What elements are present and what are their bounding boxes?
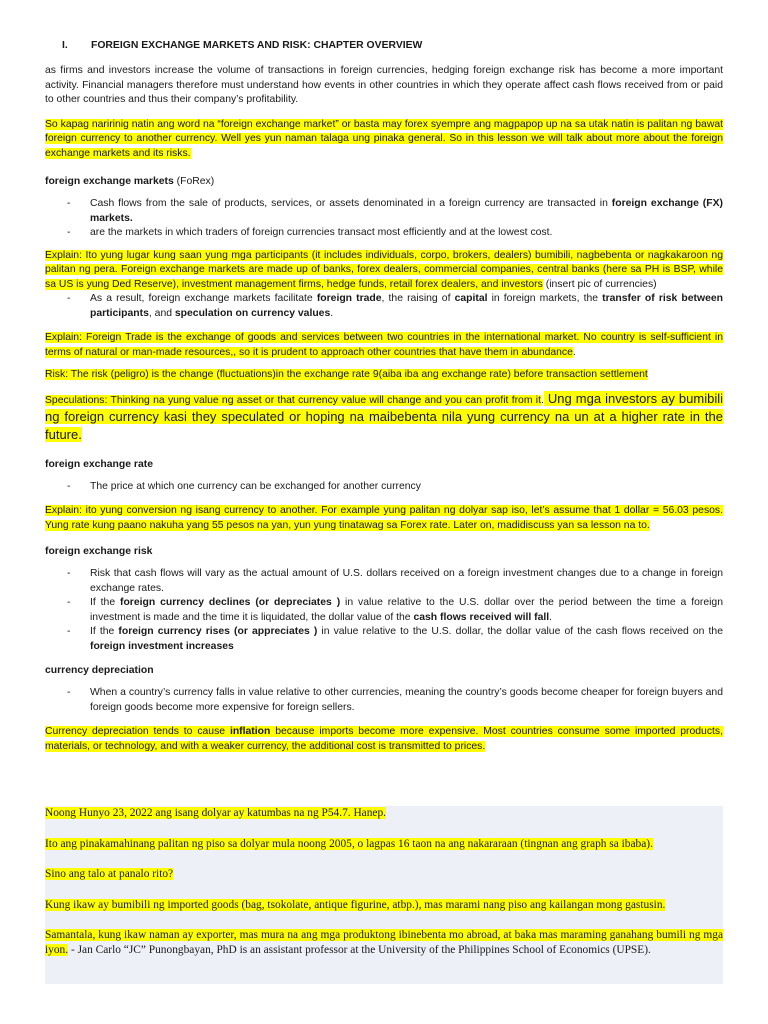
forex-bullet1-bold: foreign exchange (FX) markets. bbox=[90, 198, 723, 224]
depreciation-section bbox=[45, 664, 723, 754]
article-paragraph bbox=[45, 898, 723, 913]
text-run: in foreign markets, the bbox=[487, 293, 603, 304]
depreciation-bullets bbox=[45, 686, 723, 715]
forex-bullets bbox=[45, 197, 723, 241]
text-run: , the raising of bbox=[381, 293, 455, 304]
forex-explain-highlight: Explain: Ito yung lugar kung saan yung mga participants (it includes individuals, corpo, brokers, dealers) bumibili, nagbebenta or nagkakaroon ng palitan ng pera. Foreign exchange markets are made up of banks, forex dealers, commercial companies, central banks (here sa PH is BSP, while sa US is yung Ded Reserve), investment management firms, hedge funds, retail forex dealers, and investors bbox=[45, 249, 723, 290]
text-run: If the bbox=[90, 597, 120, 608]
chapter-heading bbox=[45, 40, 723, 51]
list-item bbox=[45, 625, 723, 654]
text-run: . bbox=[549, 611, 553, 623]
list-item: - are the markets in which traders of foreign currencies transact most efficiently and at the lowest cost. bbox=[45, 226, 723, 241]
article-text: Noong Hunyo 23, 2022 ang isang dolyar ay katumbas na ng P54.7. Hanep. bbox=[45, 807, 387, 819]
list-item bbox=[45, 197, 723, 226]
text-run: inflation bbox=[229, 726, 271, 737]
trade-explain-paragraph bbox=[45, 331, 723, 360]
text-run: , and bbox=[148, 307, 175, 319]
list-item: - When a country’s currency falls in value relative to other currencies, meaning the country’s goods become cheaper for foreign buyers and foreign goods become more expensive for foreign sellers. bbox=[45, 686, 723, 715]
text-run: capital bbox=[454, 293, 488, 304]
forex-bullet1-text: Cash flows from the sale of products, services, or assets denominated in a foreign currency are transacted in bbox=[90, 198, 612, 209]
intro-explain-text: So kapag naririnig natin ang word na “foreign exchange market” or basta may forex syempre ang magpapop up na sa utak natin is palitan ng bawat foreign currency to another currency. Well yes yun naman talaga ung pinaka general. So in this lesson we will talk about more about the foreign exchange markets and its risks. bbox=[45, 118, 723, 159]
forex-title-text: foreign exchange markets bbox=[45, 176, 174, 187]
forex-explain-paragraph bbox=[45, 249, 723, 293]
speculation-paragraph bbox=[45, 391, 723, 445]
forex-title bbox=[45, 175, 723, 189]
text-run: foreign trade bbox=[316, 293, 382, 304]
chapter-number: I. bbox=[62, 40, 68, 51]
text-run: foreign currency rises (or appreciates ) bbox=[118, 626, 318, 637]
speculation-highlight: Speculations: Thinking na yung value ng asset or that currency value will change and you can profit from it bbox=[45, 394, 541, 406]
risk-highlight: Risk: The risk (peligro) is the change (fluctuations)in the exchange rate 9(aiba iba ang exchange rate) before transaction settlement bbox=[45, 369, 648, 380]
list-item: - Risk that cash flows will vary as the actual amount of U.S. dollars received on a foreign investment changes due to a change in foreign exchange rates. bbox=[45, 567, 723, 596]
article-text: Kung ikaw ay bumibili ng imported goods (bag, tsokolate, antique figurine, atbp.), mas marami nang piso ang kailangan mong gastusin. bbox=[45, 898, 666, 911]
trade-explain-end: . bbox=[572, 346, 576, 358]
forex-bullets-2 bbox=[45, 292, 723, 321]
document-page bbox=[45, 40, 723, 754]
chapter-title: FOREIGN EXCHANGE MARKETS AND RISK: CHAPTER OVERVIEW bbox=[91, 40, 423, 51]
article-text: Samantala, kung ikaw naman ay exporter, mas mura na ang mga produktong ibinebenta mo abroad, at baka mas maraming ganahang bumili ng mga iyon. bbox=[45, 929, 723, 956]
text-run: in value relative to the U.S. dollar over the period between the time a foreign investment is made and the time it is liquidated, the dollar value of the bbox=[90, 597, 723, 623]
list-item bbox=[45, 596, 723, 625]
text-run: If the bbox=[90, 626, 119, 637]
text-run: foreign investment increases bbox=[90, 640, 234, 652]
forex-section bbox=[45, 175, 723, 445]
intro-explain-paragraph bbox=[45, 118, 723, 162]
article-paragraph bbox=[45, 837, 723, 852]
list-item: - The price at which one currency can be exchanged for another currency bbox=[45, 480, 723, 495]
text-run: . bbox=[330, 307, 334, 319]
text-run: As a result, foreign exchange markets facilitate bbox=[90, 293, 317, 304]
forex-title-suffix: (FoRex) bbox=[173, 176, 215, 187]
fxrisk-bullets bbox=[45, 567, 723, 654]
article-paragraph bbox=[45, 867, 723, 882]
text-run: cash flows received will fall bbox=[413, 611, 550, 623]
speculation-large-highlight: Ung mga investors ay bumibili ng foreign currency kasi they speculated or hoping na maibebenta nila yung currency na un at a higher rate in the future. bbox=[45, 390, 723, 442]
text-run: foreign currency declines (or depreciates ) bbox=[119, 597, 341, 608]
forex-explain-plain: (insert pic of currencies) bbox=[542, 278, 657, 290]
text-run: Currency depreciation tends to cause bbox=[45, 726, 230, 737]
fxrisk-section bbox=[45, 545, 723, 654]
text-run: because imports become more expensive. Most countries consume some imported products, materials, or technology, and with a weaker currency, the additional cost is transmitted to prices. bbox=[45, 726, 723, 752]
risk-paragraph bbox=[45, 368, 723, 383]
depreciation-explain-paragraph bbox=[45, 725, 723, 754]
depreciation-title: currency depreciation bbox=[45, 665, 154, 676]
article-paragraph bbox=[45, 928, 723, 957]
rate-bullets bbox=[45, 480, 723, 495]
speculation-dot: . bbox=[540, 394, 544, 406]
article-text: Sino ang talo at panalo rito? bbox=[45, 868, 174, 880]
fxrisk-title: foreign exchange risk bbox=[45, 546, 153, 557]
rate-explain-highlight: Explain: ito yung conversion ng isang currency to another. For example yung palitan ng dolyar sap iso, let’s assume that 1 dollar = 56.03 pesos. Yung rate kung paano nakuha yang 55 pesos na yan, yun yung tinatawag sa Forex rate. Later on, madidiscuss yan sa lesson na to. bbox=[45, 505, 723, 531]
article-paragraph bbox=[45, 806, 723, 821]
text-run: in value relative to the U.S. dollar, the dollar value of the cash flows received on the bbox=[317, 626, 723, 637]
article-excerpt bbox=[45, 806, 723, 984]
article-attribution: - Jan Carlo “JC” Punongbayan, PhD is an assistant professor at the University of the Philippines School of Economics (UPSE). bbox=[68, 943, 651, 956]
rate-section bbox=[45, 458, 723, 534]
article-text: Ito ang pinakamahinang palitan ng piso sa dolyar mula noong 2005, o lagpas 16 taon na ang nakararaan (tingnan ang graph sa ibaba). bbox=[45, 837, 653, 850]
text-run: speculation on currency values bbox=[174, 307, 331, 319]
trade-explain-highlight: Explain: Foreign Trade is the exchange of goods and services between two countries in the international market. No country is self-sufficient in terms of natural or man-made resources,, so it is prudent to approach other countries that have them in abundance bbox=[45, 332, 723, 358]
list-item bbox=[45, 292, 723, 321]
intro-paragraph: as firms and investors increase the volume of transactions in foreign currencies, hedging foreign exchange risk has become a more important activity. Financial managers therefore must understand how events in other countries in which they operate affect cash flows received from or paid to other countries and thus their company’s profitability. bbox=[45, 65, 723, 105]
rate-explain-paragraph bbox=[45, 504, 723, 533]
text-run: transfer of risk between participants bbox=[90, 293, 724, 319]
rate-title: foreign exchange rate bbox=[45, 458, 153, 470]
